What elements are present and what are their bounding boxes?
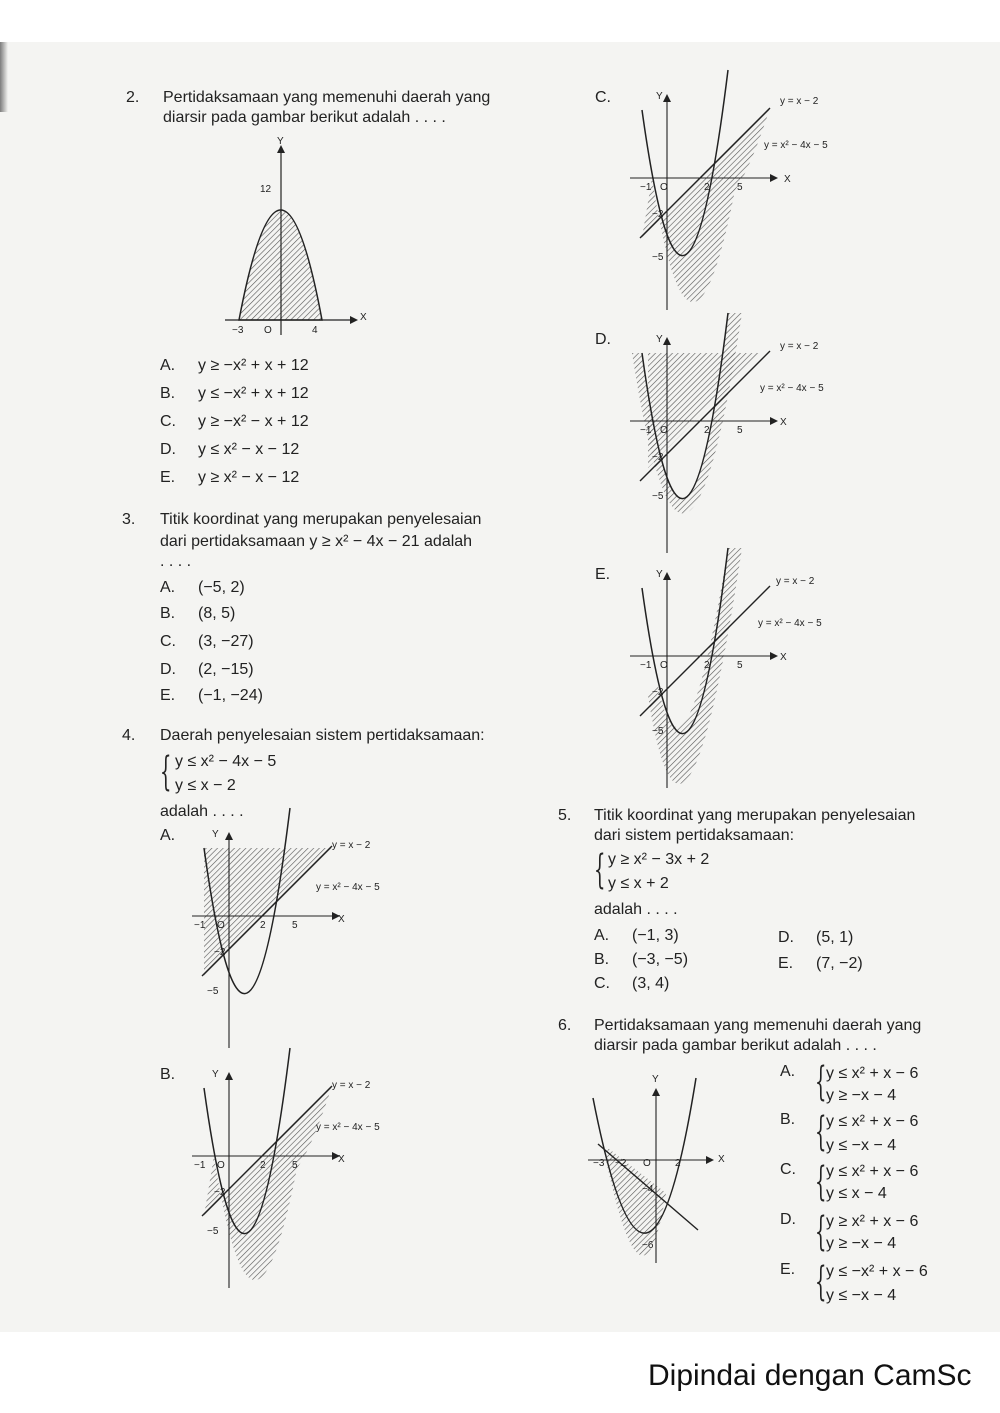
- q4-number: 4.: [122, 727, 136, 744]
- q5-text-after: adalah . . . .: [594, 901, 678, 918]
- q4c-y-arrow-icon: [663, 94, 671, 102]
- q2-x-arrow-icon: [350, 316, 358, 324]
- q6-option-a-brace: {: [815, 1059, 827, 1105]
- q3-option-a[interactable]: [160, 578, 245, 598]
- q4c-line-label: y = x − 2: [780, 96, 819, 107]
- q3-option-d-text: (2, −15): [198, 661, 254, 678]
- q4d-line-label: y = x − 2: [780, 341, 819, 352]
- q5-option-a-label: A.: [594, 927, 610, 944]
- q4e-y-label: Y: [656, 569, 663, 580]
- q2-x-tick-neg3: −3: [232, 325, 244, 336]
- q4d-x-5: 5: [737, 425, 743, 436]
- q4a-line-label: y = x − 2: [332, 840, 371, 851]
- q6-y-label: Y: [652, 1074, 659, 1085]
- q4d-origin: O: [660, 425, 668, 436]
- q4d-y-arrow-icon: [663, 337, 671, 345]
- q2-option-c[interactable]: [160, 412, 309, 432]
- q4e-y-arrow-icon: [663, 572, 671, 580]
- q2-option-b-label: B.: [160, 385, 176, 402]
- q2-number: 2.: [126, 89, 140, 106]
- q3-text-line3: . . . .: [160, 553, 192, 570]
- q4-option-b-label[interactable]: B.: [160, 1066, 176, 1083]
- q6-option-d-brace: {: [815, 1209, 827, 1255]
- q6-option-e-label[interactable]: E.: [780, 1261, 796, 1278]
- q4a-x-neg1: −1: [194, 920, 206, 931]
- q6-option-b-line2: y ≤ −x − 4: [826, 1137, 897, 1154]
- q2-option-d-label: D.: [160, 441, 176, 458]
- q4b-x-label: X: [338, 1154, 345, 1165]
- q4c-parabola-label: y = x² − 4x − 5: [764, 140, 828, 151]
- q4e-y-neg2: −2: [652, 687, 664, 698]
- q4d-y-neg5: −5: [652, 491, 664, 502]
- q6-option-b-line1: y ≤ x² + x − 6: [826, 1113, 919, 1130]
- q4-option-c-label[interactable]: C.: [595, 89, 611, 106]
- q4d-parabola-label: y = x² − 4x − 5: [760, 383, 824, 394]
- q4d-y-label: Y: [656, 334, 663, 345]
- q6-number: 6.: [558, 1017, 572, 1034]
- q2-option-a-text: y ≥ −x² + x + 12: [198, 357, 309, 374]
- q5-option-b-label: B.: [594, 951, 610, 968]
- q4c-x-neg1: −1: [640, 182, 652, 193]
- q3-option-e-text: (−1, −24): [198, 687, 263, 704]
- q6-y-neg4: −4: [642, 1184, 654, 1195]
- q5-option-c-label: C.: [594, 975, 610, 992]
- q5-option-b[interactable]: [594, 950, 688, 970]
- q4-graph-b[interactable]: [192, 1068, 422, 1293]
- q4a-x-label: X: [338, 914, 345, 925]
- q6-option-c-label[interactable]: C.: [780, 1161, 796, 1178]
- q5-text-line2: dari sistem pertidaksamaan:: [594, 827, 795, 844]
- q4a-x-2: 2: [260, 920, 266, 931]
- q5-option-e-text: (7, −2): [816, 955, 863, 972]
- q4-system-line2: y ≤ x − 2: [175, 777, 236, 794]
- q4a-x-5: 5: [292, 920, 298, 931]
- q4e-x-arrow-icon: [770, 652, 778, 660]
- q2-x-tick-4: 4: [312, 325, 318, 336]
- q4-option-e-label[interactable]: E.: [595, 566, 611, 583]
- q5-number: 5.: [558, 807, 572, 824]
- q4a-y-neg5: −5: [207, 986, 219, 997]
- q3-text-line2: dari pertidaksamaan y ≥ x² − 4x − 21 adalah: [160, 533, 473, 550]
- q3-option-c-text: (3, −27): [198, 633, 254, 650]
- q3-text-line1: Titik koordinat yang merupakan penyelesaian: [160, 511, 482, 528]
- q6-x-label: X: [718, 1154, 725, 1165]
- q6-x-neg2: −2: [615, 1158, 627, 1169]
- q4-text-line1: Daerah penyelesaian sistem pertidaksamaan:: [160, 727, 485, 744]
- q4a-parabola-label: y = x² − 4x − 5: [316, 882, 380, 893]
- q4d-y-neg2: −2: [652, 452, 664, 463]
- q5-option-a[interactable]: [594, 926, 679, 946]
- q4b-y-neg5: −5: [207, 1226, 219, 1237]
- q2-option-d[interactable]: [160, 440, 299, 460]
- q6-option-d-label[interactable]: D.: [780, 1211, 796, 1228]
- q4d-x-arrow-icon: [770, 417, 778, 425]
- q6-x-arrow-icon: [706, 1156, 714, 1164]
- q2-y-tick-12: 12: [260, 184, 272, 195]
- q3-option-b[interactable]: [160, 604, 235, 624]
- q4-option-d-label[interactable]: D.: [595, 331, 611, 348]
- q4e-x-neg1: −1: [640, 660, 652, 671]
- q4d-x-2: 2: [704, 425, 710, 436]
- q3-option-b-text: (8, 5): [198, 605, 236, 622]
- q6-y-neg6: −6: [642, 1240, 654, 1251]
- q5-option-e-label: E.: [778, 955, 794, 972]
- q4a-shaded-region: [204, 848, 332, 978]
- q3-option-c-label: C.: [160, 633, 176, 650]
- q2-option-c-label: C.: [160, 413, 176, 430]
- q4b-y-label: Y: [212, 1069, 219, 1080]
- q6-option-a-label[interactable]: A.: [780, 1063, 796, 1080]
- q4e-x-5: 5: [737, 660, 743, 671]
- q6-x-neg3: −3: [593, 1158, 605, 1169]
- q4b-x-2: 2: [260, 1160, 266, 1171]
- q3-option-c[interactable]: [160, 632, 254, 652]
- q4-system-line1: y ≤ x² − 4x − 5: [175, 753, 277, 770]
- q3-option-a-label: A.: [160, 579, 176, 596]
- q4e-x-label: X: [780, 652, 787, 663]
- q4c-x-label: X: [784, 174, 791, 185]
- q3-option-e[interactable]: [160, 686, 263, 706]
- q6-text-line1: Pertidaksamaan yang memenuhi daerah yang: [594, 1017, 922, 1034]
- q3-option-e-label: E.: [160, 687, 176, 704]
- q2-origin: O: [264, 325, 272, 336]
- q5-option-b-text: (−3, −5): [632, 951, 689, 968]
- q4b-x-neg1: −1: [194, 1160, 206, 1171]
- q2-option-a-label: A.: [160, 357, 176, 374]
- q4e-origin: O: [660, 660, 668, 671]
- q3-option-d[interactable]: [160, 660, 254, 680]
- q6-option-c-line1: y ≤ x² + x − 6: [826, 1163, 919, 1180]
- q3-option-b-label: B.: [160, 605, 176, 622]
- q4b-x-5: 5: [292, 1160, 298, 1171]
- q2-graph: [215, 135, 365, 340]
- q5-option-c-text: (3, 4): [632, 975, 670, 992]
- q6-graph: [588, 1068, 738, 1268]
- q6-option-c-brace: {: [815, 1159, 827, 1205]
- q3-option-d-label: D.: [160, 661, 176, 678]
- q4b-line-label: y = x − 2: [332, 1080, 371, 1091]
- q4b-y-arrow-icon: [225, 1072, 233, 1080]
- q4c-x-arrow-icon: [770, 174, 778, 182]
- q6-text-line2: diarsir pada gambar berikut adalah . . . .: [594, 1037, 877, 1054]
- q4a-origin: O: [217, 920, 225, 931]
- q6-option-d-line1: y ≥ x² + x − 6: [826, 1213, 919, 1230]
- q2-text-line1: Pertidaksamaan yang memenuhi daerah yang: [163, 89, 491, 106]
- q4a-y-arrow-icon: [225, 832, 233, 840]
- q4b-origin: O: [217, 1160, 225, 1171]
- q2-option-d-text: y ≤ x² − x − 12: [198, 441, 300, 458]
- q4c-x-5: 5: [737, 182, 743, 193]
- q2-option-e[interactable]: [160, 468, 299, 488]
- q4e-parabola-label: y = x² − 4x − 5: [758, 618, 822, 629]
- scanner-watermark: Dipindai dengan CamSc: [648, 1359, 972, 1392]
- q6-option-c-line2: y ≤ x − 4: [826, 1185, 887, 1202]
- q2-option-c-text: y ≥ −x² − x + 12: [198, 413, 309, 430]
- q4b-parabola-label: y = x² − 4x − 5: [316, 1122, 380, 1133]
- q4-graph-d[interactable]: [630, 333, 860, 558]
- q4e-y-neg5: −5: [652, 726, 664, 737]
- q5-option-d-text: (5, 1): [816, 929, 854, 946]
- page-edge-shadow: [0, 42, 8, 112]
- q6-option-b-brace: {: [815, 1109, 827, 1155]
- q4d-x-label: X: [780, 417, 787, 428]
- q6-x-2: 2: [675, 1158, 681, 1169]
- q5-text-line1: Titik koordinat yang merupakan penyelesaian: [594, 807, 916, 824]
- q4-graph-e[interactable]: [630, 568, 860, 793]
- q5-option-d-label: D.: [778, 929, 794, 946]
- q3-option-a-text: (−5, 2): [198, 579, 245, 596]
- q4c-y-label: Y: [656, 91, 663, 102]
- q3-number: 3.: [122, 511, 136, 528]
- q2-text-line2: diarsir pada gambar berikut adalah . . . .: [163, 109, 446, 126]
- q4-option-a-label[interactable]: A.: [160, 827, 176, 844]
- q5-option-e[interactable]: [778, 954, 863, 974]
- q4c-y-neg5: −5: [652, 252, 664, 263]
- q4-graph-a[interactable]: [192, 828, 422, 1053]
- q4-text-after: adalah . . . .: [160, 803, 244, 820]
- q6-option-e-line2: y ≤ −x − 4: [826, 1287, 897, 1304]
- q4c-origin: O: [660, 182, 668, 193]
- q6-option-e-brace: {: [815, 1259, 827, 1305]
- q4a-y-neg2: −2: [214, 947, 226, 958]
- q5-system-brace: {: [594, 847, 606, 893]
- q2-option-b-text: y ≤ −x² + x + 12: [198, 385, 309, 402]
- q4d-x-neg1: −1: [640, 425, 652, 436]
- q2-option-a[interactable]: [160, 356, 309, 376]
- q2-option-e-text: y ≥ x² − x − 12: [198, 469, 300, 486]
- q5-option-a-text: (−1, 3): [632, 927, 679, 944]
- q4-system-brace: {: [160, 749, 172, 795]
- q2-option-b[interactable]: [160, 384, 309, 404]
- q4c-y-neg2: −2: [652, 209, 664, 220]
- q4-graph-c[interactable]: [630, 90, 860, 315]
- q4b-y-neg2: −2: [214, 1187, 226, 1198]
- q6-y-arrow-icon: [652, 1088, 660, 1096]
- q4e-line-label: y = x − 2: [776, 576, 815, 587]
- q5-option-d[interactable]: [778, 928, 853, 948]
- q6-option-d-line2: y ≥ −x − 4: [826, 1235, 897, 1252]
- q2-x-label: X: [360, 312, 367, 323]
- q6-option-a-line2: y ≥ −x − 4: [826, 1087, 897, 1104]
- q6-option-a-line1: y ≤ x² + x − 6: [826, 1065, 919, 1082]
- q4c-x-2: 2: [704, 182, 710, 193]
- q4a-y-label: Y: [212, 829, 219, 840]
- q6-option-e-line1: y ≤ −x² + x − 6: [826, 1263, 928, 1280]
- q5-option-c[interactable]: [594, 974, 669, 994]
- q2-option-e-label: E.: [160, 469, 176, 486]
- q6-option-b-label[interactable]: B.: [780, 1111, 796, 1128]
- q4e-x-2: 2: [704, 660, 710, 671]
- q5-system-line1: y ≥ x² − 3x + 2: [608, 851, 710, 868]
- q6-origin: O: [643, 1158, 651, 1169]
- q5-system-line2: y ≤ x + 2: [608, 875, 669, 892]
- q2-y-label: Y: [277, 136, 284, 147]
